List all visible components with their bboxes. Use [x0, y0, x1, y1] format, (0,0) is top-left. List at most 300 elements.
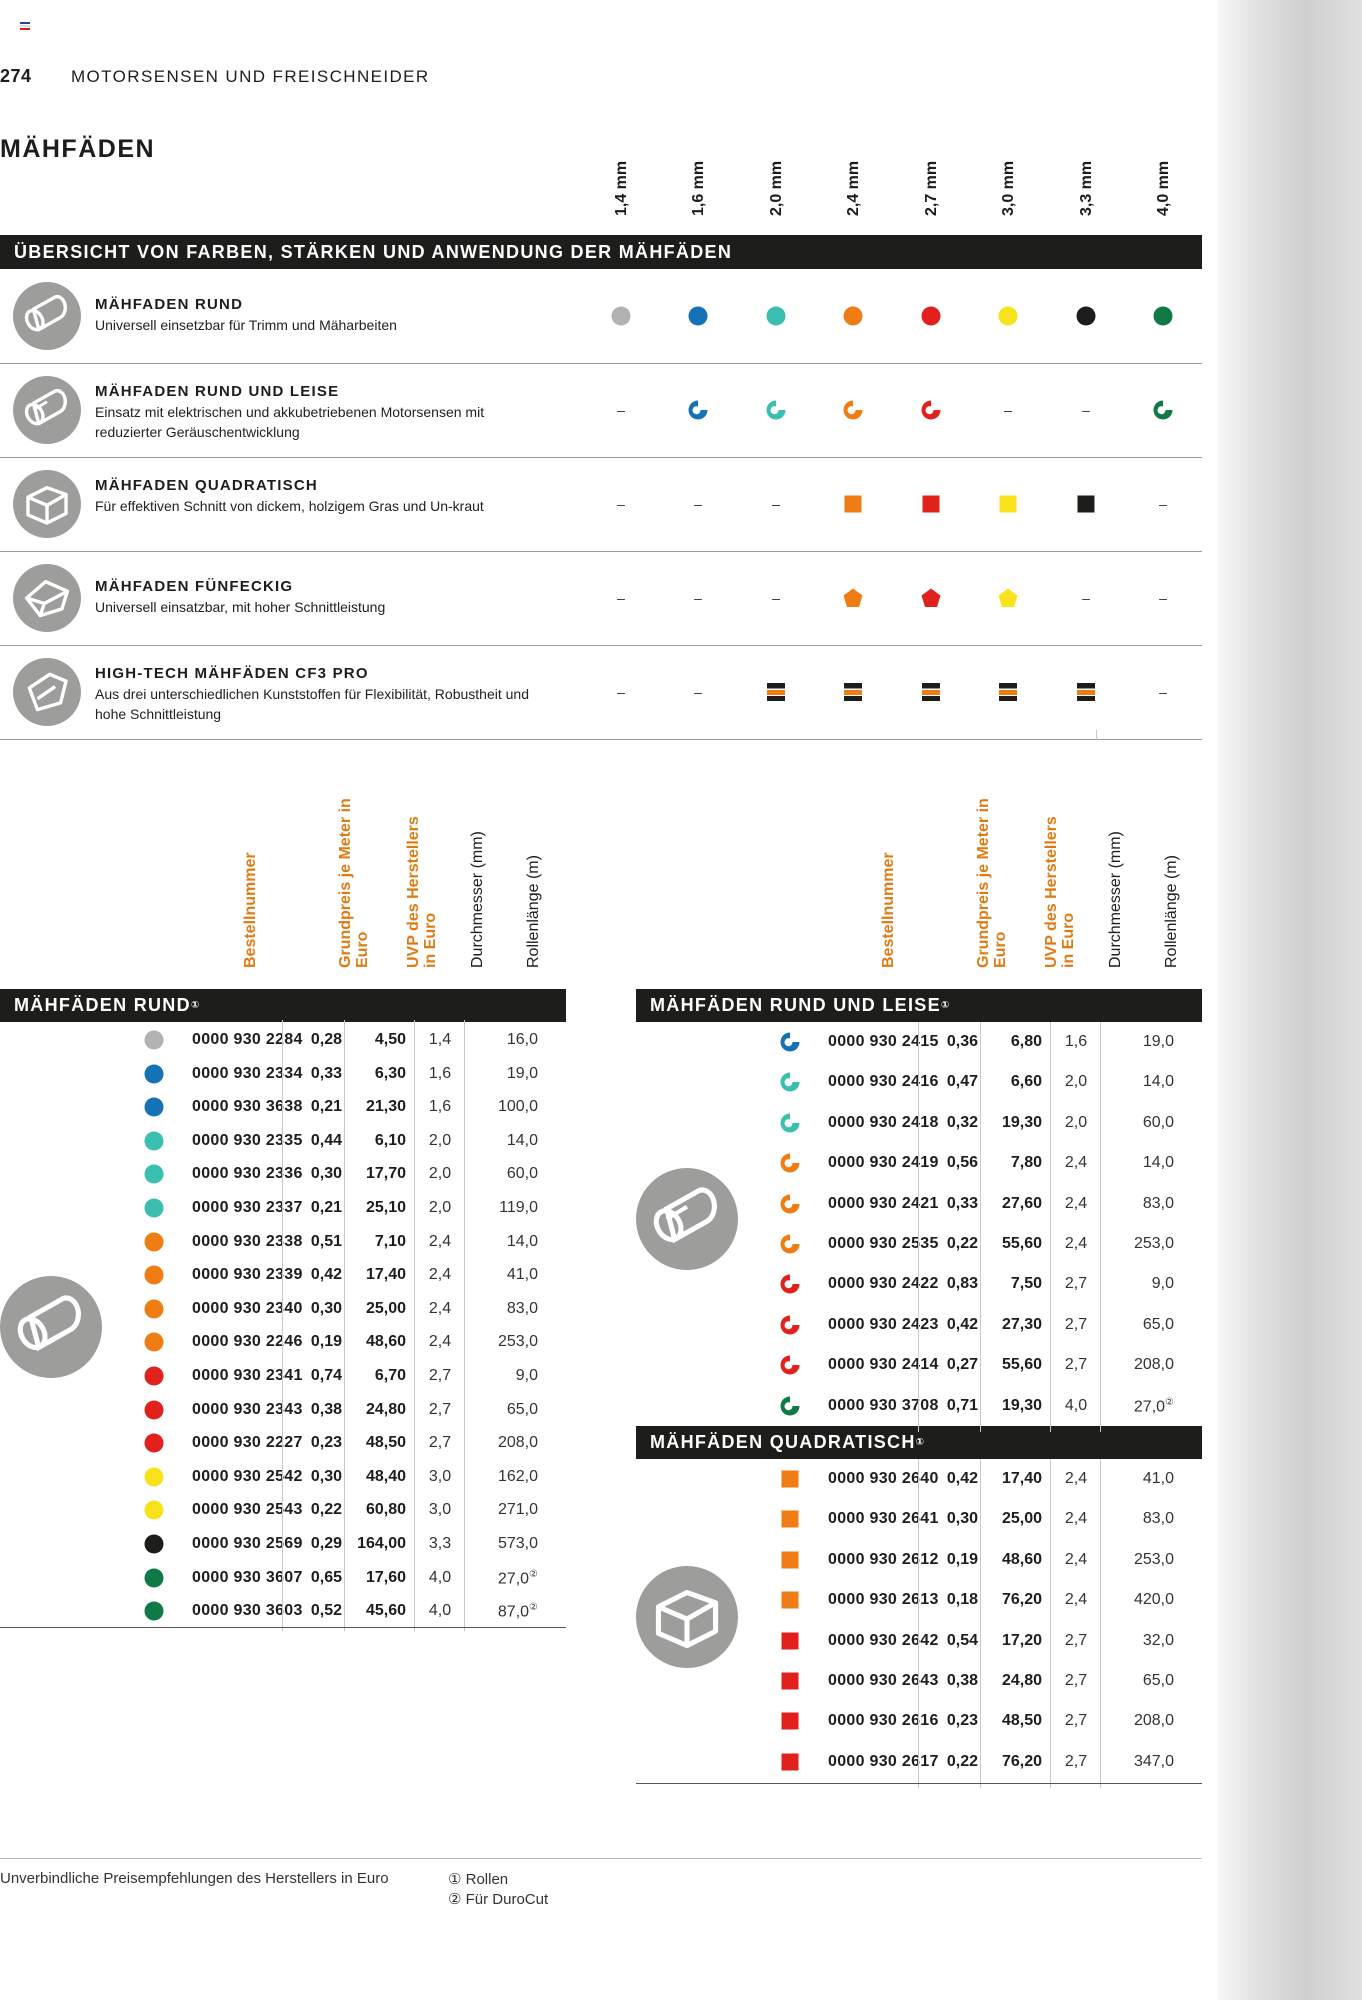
- overview-cell: [838, 583, 868, 613]
- column-header: [337, 790, 371, 968]
- cell-l: [466, 1367, 538, 1385]
- table-row: [144, 1394, 574, 1427]
- color-mark: [144, 1534, 164, 1554]
- cell-uvp: 6,30: [374, 1064, 406, 1082]
- color-mark: [144, 1198, 164, 1218]
- dash-mark: –: [694, 496, 702, 512]
- cell-d: 2,0: [428, 1131, 452, 1149]
- circle-mark: [1076, 306, 1096, 326]
- overview-row: [0, 269, 1202, 364]
- cell-l: [1102, 1551, 1174, 1569]
- color-mark: [144, 1332, 164, 1352]
- cell-nr: 0000 930 2617: [828, 1752, 939, 1770]
- cell-l: [466, 1300, 538, 1318]
- cell-d: 2,7: [1064, 1631, 1088, 1649]
- column-header-label: Bestellnummer: [242, 852, 259, 968]
- cell-d: 3,3: [428, 1535, 452, 1552]
- column-rule: [414, 1020, 415, 1631]
- cell-d: 3,0: [428, 1467, 452, 1485]
- cell-uvp: 76,20: [1001, 1591, 1042, 1609]
- column-rule: [464, 1020, 465, 1631]
- size-header: [838, 150, 868, 216]
- cell-gp: 0,52: [310, 1602, 342, 1620]
- cell-uvp: 6,60: [1010, 1073, 1042, 1091]
- cell-d: 1,4: [428, 1031, 452, 1048]
- cell-l-value: 162,0: [497, 1467, 538, 1485]
- dash-mark: –: [772, 496, 780, 512]
- cell-gp: 0,38: [310, 1400, 342, 1418]
- cell-l-value: 208,0: [1133, 1712, 1174, 1730]
- cell-nr: 0000 930 2336: [192, 1165, 303, 1183]
- overview-cell: [761, 677, 791, 707]
- cell-d: 2,4: [428, 1333, 452, 1351]
- cell-d: 2,7: [1064, 1275, 1088, 1293]
- overview-cell: [683, 301, 713, 331]
- cell-nr: 0000 930 2641: [828, 1510, 939, 1528]
- cell-uvp: 24,80: [1001, 1672, 1042, 1689]
- cell-uvp: 60,80: [365, 1501, 406, 1519]
- cell-uvp: 76,20: [1001, 1752, 1042, 1770]
- table-row: [780, 1463, 1210, 1496]
- dash-mark: –: [617, 590, 625, 606]
- cell-nr: 0000 930 2246: [192, 1333, 303, 1351]
- cell-d: 2,4: [428, 1266, 452, 1284]
- quiet-mark: [780, 1234, 800, 1254]
- pentagon-mark: [843, 588, 863, 608]
- circle-mark: [144, 1601, 164, 1621]
- column-rule: [980, 1022, 981, 1432]
- cell-nr: 0000 930 2421: [828, 1194, 939, 1212]
- size-header: [606, 150, 636, 216]
- overview-cell: [606, 489, 636, 519]
- cell-uvp: 24,80: [365, 1400, 406, 1418]
- cell-l-value: 83,0: [506, 1299, 538, 1317]
- cell-gp: 0,21: [310, 1199, 342, 1216]
- column-rule: [1100, 1459, 1101, 1788]
- column-header: [469, 790, 493, 968]
- quiet-mark: [780, 1072, 800, 1092]
- table-quad-note: ①: [915, 1437, 926, 1448]
- overview-cell: [1148, 677, 1178, 707]
- overview-cell: [916, 395, 946, 425]
- dash-mark: –: [617, 402, 625, 418]
- quiet-mark: [780, 1032, 800, 1052]
- cell-nr: 0000 930 2569: [192, 1535, 303, 1552]
- cell-uvp: 164,00: [357, 1535, 406, 1552]
- column-header-label: UVP des Herstellers in Euro: [405, 816, 439, 968]
- round-line-icon: [13, 282, 81, 350]
- dash-mark: –: [1159, 590, 1167, 606]
- circle-mark: [144, 1265, 164, 1285]
- overview-cell: [761, 301, 791, 331]
- cell-nr: 0000 930 2640: [828, 1470, 939, 1487]
- dash-mark: –: [694, 684, 702, 700]
- cell-l: [466, 1199, 538, 1217]
- table-row: [144, 1091, 574, 1124]
- cf3-mark: [1076, 682, 1096, 702]
- column-header: [1043, 790, 1077, 968]
- circle-mark: [921, 306, 941, 326]
- cell-l-value: 208,0: [497, 1434, 538, 1452]
- cell-gp: 0,44: [310, 1131, 342, 1149]
- color-mark: [780, 1274, 800, 1294]
- cell-l-value: 14,0: [506, 1131, 538, 1149]
- dash-mark: –: [1082, 402, 1090, 418]
- table-row: [780, 1746, 1210, 1779]
- cell-nr: 0000 930 2343: [192, 1400, 303, 1418]
- cell-l: [466, 1535, 538, 1553]
- quiet-mark: [843, 400, 863, 420]
- cell-gp: 0,83: [946, 1275, 978, 1293]
- cell-l-value: 65,0: [1142, 1315, 1174, 1333]
- color-mark: [780, 1113, 800, 1133]
- cell-d: 2,0: [428, 1165, 452, 1183]
- circle-mark: [144, 1030, 164, 1050]
- circle-mark: [144, 1467, 164, 1487]
- overview-cell: [683, 583, 713, 613]
- color-mark: [780, 1631, 800, 1651]
- table-row: [780, 1066, 1210, 1099]
- cell-nr: 0000 930 3638: [192, 1098, 303, 1116]
- cell-uvp: 48,60: [365, 1333, 406, 1351]
- size-header-label: 2,4 mm: [845, 160, 862, 216]
- overview-cell: [916, 677, 946, 707]
- cell-gp: 0,36: [946, 1033, 978, 1050]
- circle-mark: [144, 1131, 164, 1151]
- square-mark: [921, 494, 941, 514]
- cell-l: [1102, 1672, 1174, 1690]
- color-mark: [144, 1030, 164, 1050]
- cell-nr: 0000 930 3607: [192, 1568, 303, 1586]
- cell-gp: 0,71: [946, 1396, 978, 1414]
- cell-uvp: 6,80: [1010, 1033, 1042, 1050]
- color-mark: [144, 1568, 164, 1588]
- table-row: [144, 1024, 574, 1057]
- overview-cell: [993, 583, 1023, 613]
- square-mark: [1076, 494, 1096, 514]
- cell-l: [466, 1401, 538, 1419]
- cell-nr: 0000 930 3603: [192, 1602, 303, 1620]
- cell-nr: 0000 930 2422: [828, 1275, 939, 1293]
- cell-d: 2,0: [1064, 1073, 1088, 1091]
- color-mark: [780, 1194, 800, 1214]
- cell-l: [1102, 1470, 1174, 1488]
- cell-uvp: 48,60: [1001, 1550, 1042, 1568]
- size-header: [1148, 150, 1178, 216]
- table-row: [780, 1309, 1210, 1342]
- cell-uvp: 25,00: [1001, 1510, 1042, 1528]
- table-row: [144, 1293, 574, 1326]
- cell-d: 1,6: [428, 1098, 452, 1116]
- overview-row-title: HIGH-TECH MÄHFÄDEN CF3 PRO: [95, 665, 369, 682]
- quiet-mark: [780, 1113, 800, 1133]
- overview-row-desc: Universell einsatzbar, mit hoher Schnittleistung: [95, 599, 386, 615]
- color-mark: [780, 1711, 800, 1731]
- color-mark: [144, 1601, 164, 1621]
- overview-cell: [606, 677, 636, 707]
- overview-cell: [1071, 301, 1101, 331]
- cell-uvp: 17,40: [365, 1266, 406, 1284]
- color-mark: [780, 1153, 800, 1173]
- table-row: [144, 1158, 574, 1191]
- circle-mark: [144, 1299, 164, 1319]
- overview-cell: [1148, 489, 1178, 519]
- cell-l: [1102, 1397, 1174, 1416]
- cell-d: 1,6: [428, 1064, 452, 1082]
- cell-uvp: 48,50: [1001, 1712, 1042, 1730]
- cell-gp: 0,42: [946, 1315, 978, 1333]
- quiet-mark: [921, 400, 941, 420]
- cell-uvp: 21,30: [365, 1098, 406, 1116]
- table-rund-bottom-rule: [0, 1627, 566, 1628]
- column-header-label: UVP des Herstellers in Euro: [1043, 816, 1077, 968]
- square-mark: [780, 1550, 800, 1570]
- cell-d: 1,6: [1064, 1033, 1088, 1050]
- column-header-label: Rollenlänge (m): [525, 855, 542, 968]
- cell-l-value: 119,0: [499, 1199, 538, 1216]
- column-header: [975, 790, 1009, 968]
- overview-row-desc: Einsatz mit elektrischen und akkubetriebenen Motorsensen mit reduzierter Geräuschentwicklung: [95, 404, 485, 440]
- pentagon-mark: [921, 588, 941, 608]
- table-row: [144, 1528, 574, 1561]
- cell-gp: 0,30: [946, 1510, 978, 1528]
- overview-row-desc: Aus drei unterschiedlichen Kunststoffen für Flexibilität, Robustheit und hohe Schnittleistung: [95, 686, 529, 722]
- cell-gp: 0,33: [946, 1194, 978, 1212]
- color-mark: [780, 1752, 800, 1772]
- cell-nr: 0000 930 2337: [192, 1199, 303, 1216]
- overview-row-desc: Für effektiven Schnitt von dickem, holzigem Gras und Un-kraut: [95, 498, 484, 514]
- overview-cell: [1071, 677, 1101, 707]
- table-row: [780, 1026, 1210, 1059]
- cell-d: 2,7: [1064, 1752, 1088, 1770]
- overview-cell: [683, 395, 713, 425]
- cell-gp: 0,42: [310, 1266, 342, 1284]
- cell-nr: 0000 930 3708: [828, 1396, 939, 1414]
- cell-note: ②: [529, 1602, 538, 1614]
- round-line-large-icon: [0, 1276, 102, 1378]
- table-row: [144, 1461, 574, 1494]
- table-leise-title: MÄHFÄDEN RUND UND LEISE: [650, 995, 941, 1015]
- color-mark: [144, 1467, 164, 1487]
- cell-nr: 0000 930 2542: [192, 1467, 303, 1485]
- table-quad-bottom-rule: [636, 1783, 1202, 1784]
- cell-gp: 0,22: [946, 1752, 978, 1770]
- page-title: MÄHFÄDEN: [0, 135, 156, 163]
- overview-cell: [1148, 301, 1178, 331]
- table-row: [780, 1228, 1210, 1261]
- overview-cell: [916, 583, 946, 613]
- circle-mark: [688, 306, 708, 326]
- dash-mark: –: [694, 590, 702, 606]
- column-header-label: Rollenlänge (m): [1163, 855, 1180, 968]
- color-mark: [144, 1097, 164, 1117]
- circle-mark: [1153, 306, 1173, 326]
- cell-l-value: 65,0: [506, 1400, 538, 1418]
- cell-d: 4,0: [428, 1568, 452, 1586]
- cell-nr: 0000 930 2341: [192, 1367, 303, 1384]
- cell-uvp: 7,80: [1010, 1154, 1042, 1172]
- size-header-label: 3,0 mm: [1000, 160, 1017, 216]
- table-row: [144, 1326, 574, 1359]
- overview-cell: [1148, 583, 1178, 613]
- table-row: [780, 1705, 1210, 1738]
- cell-l: [466, 1501, 538, 1519]
- cell-uvp: 19,30: [1001, 1396, 1042, 1414]
- color-mark: [780, 1671, 800, 1691]
- circle-mark: [144, 1064, 164, 1084]
- cell-l: [466, 1602, 538, 1621]
- circle-mark: [144, 1500, 164, 1520]
- size-header: [683, 150, 713, 216]
- cell-nr: 0000 930 2284: [192, 1031, 303, 1048]
- size-header-label: 1,6 mm: [690, 160, 707, 216]
- cell-l-value: 65,0: [1142, 1672, 1174, 1689]
- circle-mark: [766, 306, 786, 326]
- column-header-label: Grundpreis je Meter in Euro: [337, 798, 371, 968]
- cell-uvp: 55,60: [1001, 1356, 1042, 1374]
- column-rule: [1050, 1459, 1051, 1788]
- cell-nr: 0000 930 2423: [828, 1315, 939, 1333]
- dash-mark: –: [1159, 496, 1167, 512]
- cell-gp: 0,18: [946, 1591, 978, 1609]
- cell-l: [1102, 1235, 1174, 1253]
- circle-mark: [144, 1097, 164, 1117]
- cell-l-value: 271,0: [497, 1501, 538, 1519]
- cell-l: [466, 1569, 538, 1588]
- circle-mark: [144, 1366, 164, 1386]
- cf3-line-icon: [13, 658, 81, 726]
- cell-uvp: 17,60: [365, 1568, 406, 1586]
- cell-d: 4,0: [1064, 1396, 1088, 1414]
- page-edge-shadow: [1218, 0, 1362, 2000]
- cell-d: 2,7: [428, 1434, 452, 1452]
- cell-l: [1102, 1632, 1174, 1650]
- overview-cell: [838, 395, 868, 425]
- cell-nr: 0000 930 2338: [192, 1232, 303, 1250]
- quiet-mark: [780, 1274, 800, 1294]
- table-row: [780, 1503, 1210, 1536]
- cell-gp: 0,56: [946, 1154, 978, 1172]
- color-mark: [144, 1366, 164, 1386]
- column-rule: [344, 1020, 345, 1631]
- column-rule: [980, 1459, 981, 1788]
- dash-mark: –: [617, 496, 625, 512]
- table-row: [780, 1188, 1210, 1221]
- table-rund-title: MÄHFÄDEN RUND: [14, 995, 191, 1015]
- square-mark: [780, 1631, 800, 1651]
- circle-mark: [843, 306, 863, 326]
- column-header: [242, 790, 266, 968]
- cell-nr: 0000 930 2616: [828, 1712, 939, 1730]
- color-mark: [144, 1500, 164, 1520]
- cell-uvp: 4,50: [374, 1031, 406, 1048]
- cell-uvp: 7,10: [374, 1232, 406, 1250]
- cell-l: [466, 1233, 538, 1251]
- cell-l-value: 14,0: [506, 1232, 538, 1250]
- cell-d: 2,7: [1064, 1356, 1088, 1374]
- overview-cell: [916, 489, 946, 519]
- size-header: [1071, 150, 1101, 216]
- cell-nr: 0000 930 2340: [192, 1299, 303, 1317]
- cell-nr: 0000 930 2415: [828, 1033, 939, 1050]
- color-mark: [144, 1265, 164, 1285]
- size-header: [916, 150, 946, 216]
- cell-uvp: 17,40: [1001, 1470, 1042, 1487]
- table-row: [144, 1494, 574, 1527]
- color-mark: [144, 1299, 164, 1319]
- cell-l-value: 253,0: [497, 1333, 538, 1351]
- circle-mark: [998, 306, 1018, 326]
- table-rund-heading: [0, 989, 566, 1022]
- quiet-mark: [1153, 400, 1173, 420]
- cell-l: [466, 1132, 538, 1150]
- cell-l: [466, 1333, 538, 1351]
- dash-mark: –: [1004, 402, 1012, 418]
- cell-d: 2,4: [1064, 1154, 1088, 1172]
- square-line-icon: [13, 470, 81, 538]
- cell-l: [1102, 1154, 1174, 1172]
- cell-gp: 0,33: [310, 1064, 342, 1082]
- cell-gp: 0,42: [946, 1470, 978, 1487]
- table-rund-note: ①: [190, 1000, 201, 1011]
- cell-nr: 0000 930 2227: [192, 1434, 303, 1452]
- color-mark: [144, 1400, 164, 1420]
- size-header-label: 2,7 mm: [923, 160, 940, 216]
- square-mark: [780, 1509, 800, 1529]
- color-mark: [780, 1072, 800, 1092]
- cell-gp: 0,32: [946, 1113, 978, 1131]
- cell-l: [466, 1031, 538, 1049]
- cell-l: [1102, 1753, 1174, 1771]
- cell-l: [466, 1065, 538, 1083]
- cell-d: 2,7: [1064, 1315, 1088, 1333]
- overview-cell: [916, 301, 946, 331]
- cf3-mark: [998, 682, 1018, 702]
- overview-cell: [1071, 583, 1101, 613]
- color-mark: [780, 1234, 800, 1254]
- footer-rule: [0, 1858, 1202, 1859]
- overview-row: [0, 551, 1202, 646]
- quiet-mark: [688, 400, 708, 420]
- cell-l-value: 253,0: [1133, 1550, 1174, 1568]
- circle-mark: [144, 1332, 164, 1352]
- color-mark: [780, 1315, 800, 1335]
- cell-l-value: 16,0: [506, 1031, 538, 1048]
- size-header: [993, 150, 1023, 216]
- circle-mark: [144, 1433, 164, 1453]
- column-rule: [918, 1459, 919, 1788]
- overview-cell: [606, 301, 636, 331]
- cell-uvp: 17,70: [365, 1165, 406, 1183]
- cell-d: 2,4: [1064, 1235, 1088, 1252]
- column-rule: [1050, 1022, 1051, 1432]
- pentagon-line-icon: [13, 564, 81, 632]
- section-title: MOTORSENSEN UND FREISCHNEIDER: [71, 67, 430, 86]
- overview-separator: [1096, 730, 1097, 740]
- cell-uvp: 27,30: [1001, 1315, 1042, 1333]
- overview-cell: [761, 395, 791, 425]
- color-mark: [144, 1064, 164, 1084]
- cell-l: [1102, 1356, 1174, 1374]
- cell-gp: 0,27: [946, 1356, 978, 1374]
- cell-uvp: 25,00: [365, 1299, 406, 1317]
- circle-mark: [611, 306, 631, 326]
- cf3-mark: [843, 682, 863, 702]
- table-row: [144, 1125, 574, 1158]
- table-row: [780, 1584, 1210, 1617]
- column-header: [405, 790, 439, 968]
- table-row: [780, 1544, 1210, 1577]
